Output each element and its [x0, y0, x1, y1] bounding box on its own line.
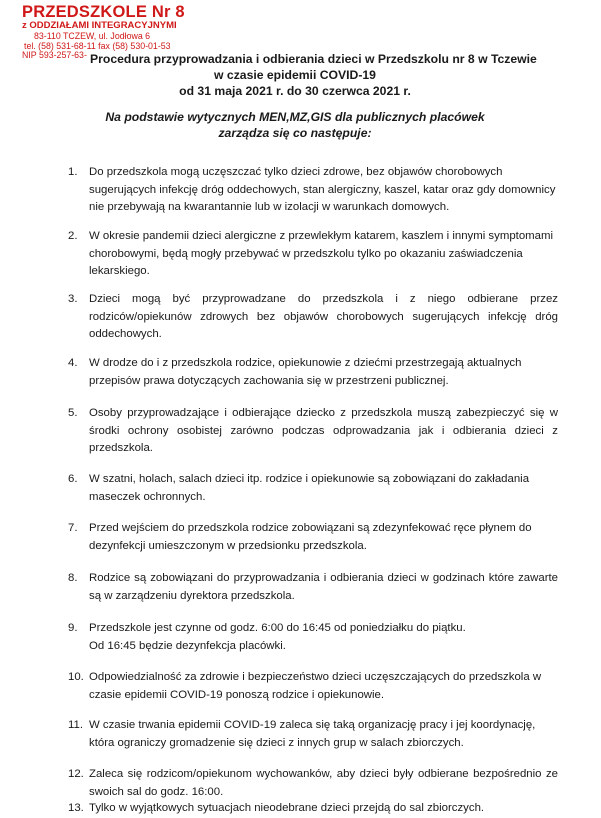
item-text: Przed wejściem do przedszkola rodzice zobowiązani są zdezynfekować ręce płynem do dezynfekcji umieszczonym w przedsionku przedszkola.: [89, 522, 532, 552]
item-number: 12.: [68, 768, 84, 780]
item-number: 5.: [68, 407, 78, 419]
stamp-name: PRZEDSZKOLE Nr 8: [22, 3, 185, 21]
stamp-nip: NIP 593-257-63-: [22, 49, 87, 60]
list-item: [68, 669, 558, 704]
item-number: 4.: [68, 357, 78, 369]
item-text: W okresie pandemii dzieci alergiczne z przewlekłym katarem, kaszlem i innymi symptomami chorobowymi, będą mogły przebywać w przedszkolu tylko po okazaniu zaświadczenia lekarskiego.: [89, 230, 553, 277]
item-number: 10.: [68, 671, 84, 683]
item-number: 2.: [68, 230, 78, 242]
list-item: [68, 520, 558, 555]
list-item: [68, 228, 558, 281]
item-number: 1.: [68, 166, 78, 178]
list-item: [68, 717, 558, 752]
list-item: [68, 405, 558, 458]
stamp-subtitle: z ODDZIAŁAMI INTEGRACYJNYMI: [22, 20, 177, 32]
item-number: 7.: [68, 522, 78, 534]
item-text: Zaleca się rodzicom/opiekunom wychowanków, aby dzieci były odbierane bezpośrednio ze swoich sal do godz. 16:00.: [89, 768, 558, 798]
item-text: Dzieci mogą być przyprowadzane do przedszkola i z niego odbierane przez rodziców/opiekunów zdrowych bez objawów chorobowych sugerujących infekcję dróg oddechowych.: [89, 293, 558, 340]
item-text: Osoby przyprowadzające i odbierające dziecko z przedszkola muszą zabezpieczyć się w środki ochrony osobistej zarówno podczas odprowadzania jak i odbierania dzieci z przedszkola.: [89, 407, 558, 454]
item-text: W czasie trwania epidemii COVID-19 zaleca się taką organizację pracy i jej koordynację, która ograniczy gromadzenie się dzieci z innych grup w salach zbiorczych.: [89, 719, 536, 749]
document-title-line-3: od 31 maja 2021 r. do 30 czerwca 2021 r.: [179, 84, 411, 98]
list-item: [68, 800, 558, 818]
item-text-continued: Od 16:45 będzie dezynfekcja placówki.: [89, 639, 286, 652]
list-item: [68, 620, 558, 655]
item-number: 6.: [68, 473, 78, 485]
list-item: [68, 291, 558, 344]
item-text: Rodzice są zobowiązani do przyprowadzania i odbierania dzieci w godzinach które zawarte są w zarządzeniu dyrektora przedszkola.: [89, 572, 558, 602]
item-number: 8.: [68, 572, 78, 584]
list-item: [68, 355, 558, 390]
document-title-line-1: Procedura przyprowadzania i odbierania dzieci w Przedszkolu nr 8 w Tczewie: [90, 52, 537, 66]
list-item: [68, 766, 558, 801]
list-item: [68, 570, 558, 605]
stamp-phones: tel. (58) 531-68-11 fax (58) 530-01-53: [24, 40, 171, 51]
item-number: 11.: [68, 719, 83, 731]
intro-line-2: zarządza się co następuje:: [218, 126, 372, 140]
item-text: Do przedszkola mogą uczęszczać tylko dzieci zdrowe, bez objawów chorobowych sugerujących infekcję dróg oddechowych, stan alergiczny, kaszel, katar oraz gdy domownicy nie przebywają na kwarantannie lub w izolacji w warunkach domowych.: [89, 166, 556, 213]
item-text: Tylko w wyjątkowych sytuacjach nieodebrane dzieci przejdą do sal zbiorczych.: [89, 802, 485, 814]
item-number: 13.: [68, 802, 84, 814]
item-text: Przedszkole jest czynne od godz. 6:00 do 16:45 od poniedziałku do piątku.: [89, 622, 466, 634]
item-number: 3.: [68, 293, 78, 305]
intro-line-1: Na podstawie wytycznych MEN,MZ,GIS dla publicznych placówek: [105, 110, 485, 124]
item-number: 9.: [68, 622, 78, 634]
stamp-address: 83-110 TCZEW, ul. Jodłowa 6: [34, 31, 151, 42]
list-item: [68, 471, 558, 506]
item-text: W szatni, holach, salach dzieci itp. rodzice i opiekunowie są zobowiązani do zakładania maseczek ochronnych.: [89, 473, 530, 503]
document-title-line-2: w czasie epidemii COVID-19: [214, 68, 376, 82]
item-text: W drodze do i z przedszkola rodzice, opiekunowie z dziećmi przestrzegają aktualnych przepisów prawa dotyczących zachowania się w przestrzeni publicznej.: [89, 357, 522, 387]
item-text: Odpowiedzialność za zdrowie i bezpieczeństwo dzieci uczęszczających do przedszkola w czasie epidemii COVID-19 ponoszą rodzice i opiekunowie.: [89, 671, 542, 701]
list-item: [68, 164, 558, 217]
